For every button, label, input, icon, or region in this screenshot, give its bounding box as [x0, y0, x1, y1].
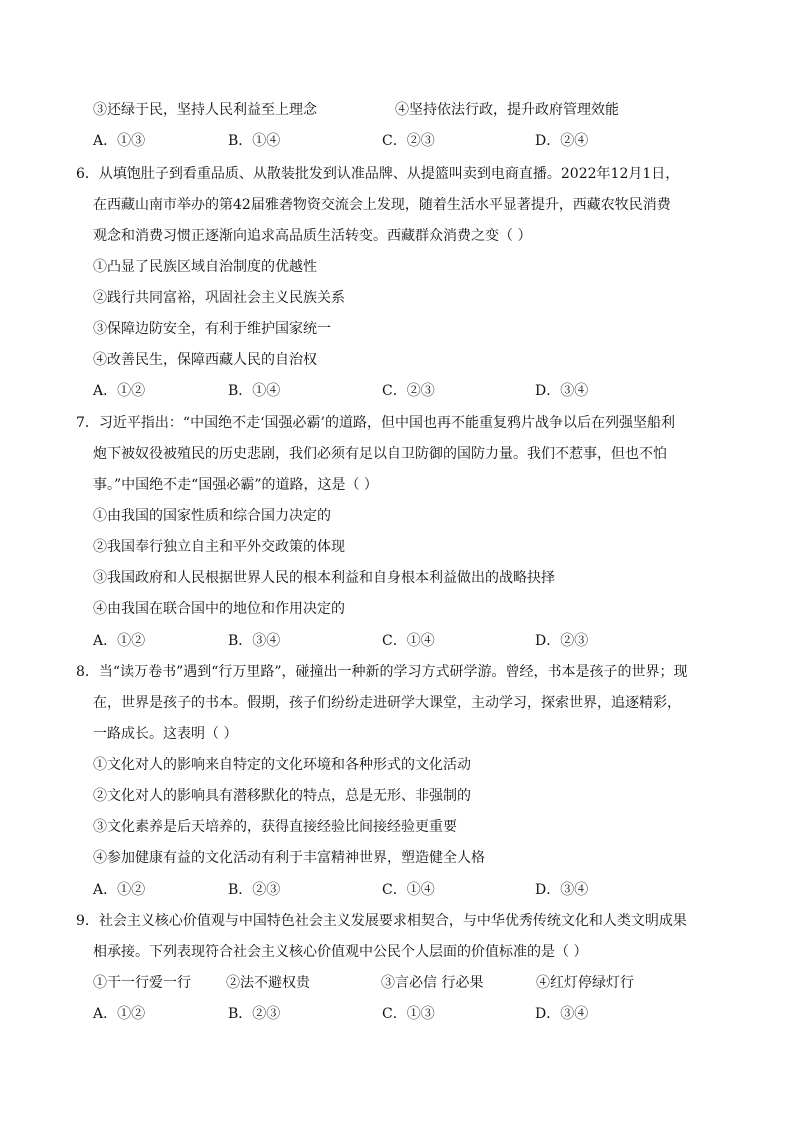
- q8-stem-line-2: 在，世界是孩子的书本。假期，孩子们纷纷走进研学大课堂，主动学习，探索世界，追逐精彩，: [93, 695, 681, 711]
- q6-choice-b: B．①④: [228, 383, 281, 399]
- q8-stem-line-1: 8．当“读万卷书”遇到“行万里路”，碰撞出一种新的学习方式研学游。曾经，书本是孩子的世界；现: [76, 664, 688, 680]
- q6-stem-line-3: 观念和消费习惯正逐渐向追求高品质生活转变。西藏群众消费之变（ ）: [93, 228, 532, 244]
- q8-stem-line-3: 一路成长。这表明（ ）: [93, 726, 238, 742]
- q8-option-2: ②文化对人的影响具有潜移默化的特点，总是无形、非强制的: [93, 788, 471, 804]
- q9-stem-line-1: 9．社会主义核心价值观与中国特色社会主义发展要求相契合，与中华优秀传统文化和人类文明成果: [76, 913, 687, 929]
- q6-option-1: ①凸显了民族区域自治制度的优越性: [93, 259, 317, 275]
- q5-option-3: ③还绿于民，坚持人民利益至上理念: [93, 102, 317, 118]
- q9-option-4: ④红灯停绿灯行: [536, 975, 634, 991]
- q5-choice-d: D．②④: [535, 133, 589, 149]
- q7-option-4: ④由我国在联合国中的地位和作用决定的: [93, 601, 345, 617]
- q7-option-3: ③我国政府和人民根据世界人民的根本利益和自身根本利益做出的战略抉择: [93, 570, 555, 586]
- q9-option-2: ②法不避权贵: [226, 975, 310, 991]
- q8-choice-b: B．②③: [228, 882, 281, 898]
- q7-choice-c: C．①④: [382, 633, 435, 649]
- q9-stem-line-2: 相承接。下列表现符合社会主义核心价值观中公民个人层面的价值标准的是（ ）: [93, 944, 588, 960]
- q9-option-1: ①干一行爱一行: [93, 975, 191, 991]
- q5-choice-c: C．②③: [382, 133, 435, 149]
- q6-choice-a: A．①②: [93, 383, 146, 399]
- q7-choice-b: B．③④: [228, 633, 281, 649]
- q5-choice-b: B．①④: [228, 133, 281, 149]
- q9-choice-d: D．③④: [535, 1006, 589, 1022]
- q8-option-3: ③文化素养是后天培养的，获得直接经验比间接经验更重要: [93, 819, 457, 835]
- q9-choice-b: B．②③: [228, 1006, 281, 1022]
- q7-stem-line-2: 炮下被奴役被殖民的历史悲剧，我们必须有足以自卫防御的国防力量。我们不惹事，但也不怕: [93, 446, 667, 462]
- q7-stem-line-3: 事。”中国绝不走“国强必霸”的道路，这是（ ）: [93, 477, 378, 493]
- q6-choice-c: C．②③: [382, 383, 435, 399]
- q7-stem-line-1: 7．习近平指出：“中国绝不走‘国强必霸’的道路，但中国也再不能重复鸦片战争以后在列强坚船利: [76, 415, 675, 431]
- q6-choice-d: D．③④: [535, 383, 589, 399]
- q7-option-2: ②我国奉行独立自主和平外交政策的体现: [93, 539, 345, 555]
- q8-option-1: ①文化对人的影响来自特定的文化环境和各种形式的文化活动: [93, 757, 471, 773]
- q6-option-2: ②践行共同富裕，巩固社会主义民族关系: [93, 290, 345, 306]
- q9-option-3: ③言必信 行必果: [381, 975, 484, 991]
- q7-choice-a: A．①②: [93, 633, 146, 649]
- q8-option-4: ④参加健康有益的文化活动有利于丰富精神世界，塑造健全人格: [93, 850, 485, 866]
- q9-choice-a: A．①②: [93, 1006, 146, 1022]
- q6-option-3: ③保障边防安全，有利于维护国家统一: [93, 321, 331, 337]
- q6-stem-line-2: 在西藏山南市举办的第42届雅砻物资交流会上发现，随着生活水平显著提升，西藏农牧民消费: [93, 197, 671, 213]
- q7-option-1: ①由我国的国家性质和综合国力决定的: [93, 508, 331, 524]
- q6-option-4: ④改善民生，保障西藏人民的自治权: [93, 352, 317, 368]
- q8-choice-d: D．③④: [535, 882, 589, 898]
- q6-stem-line-1: 6．从填饱肚子到看重品质、从散装批发到认准品牌、从提篮叫卖到电商直播。2022年12月1日，: [76, 166, 680, 182]
- q8-choice-c: C．①④: [382, 882, 435, 898]
- q5-choice-a: A．①③: [93, 133, 146, 149]
- q5-option-4: ④坚持依法行政，提升政府管理效能: [395, 102, 619, 118]
- q7-choice-d: D．②③: [535, 633, 589, 649]
- q9-choice-c: C．①③: [382, 1006, 435, 1022]
- q8-choice-a: A．①②: [93, 882, 146, 898]
